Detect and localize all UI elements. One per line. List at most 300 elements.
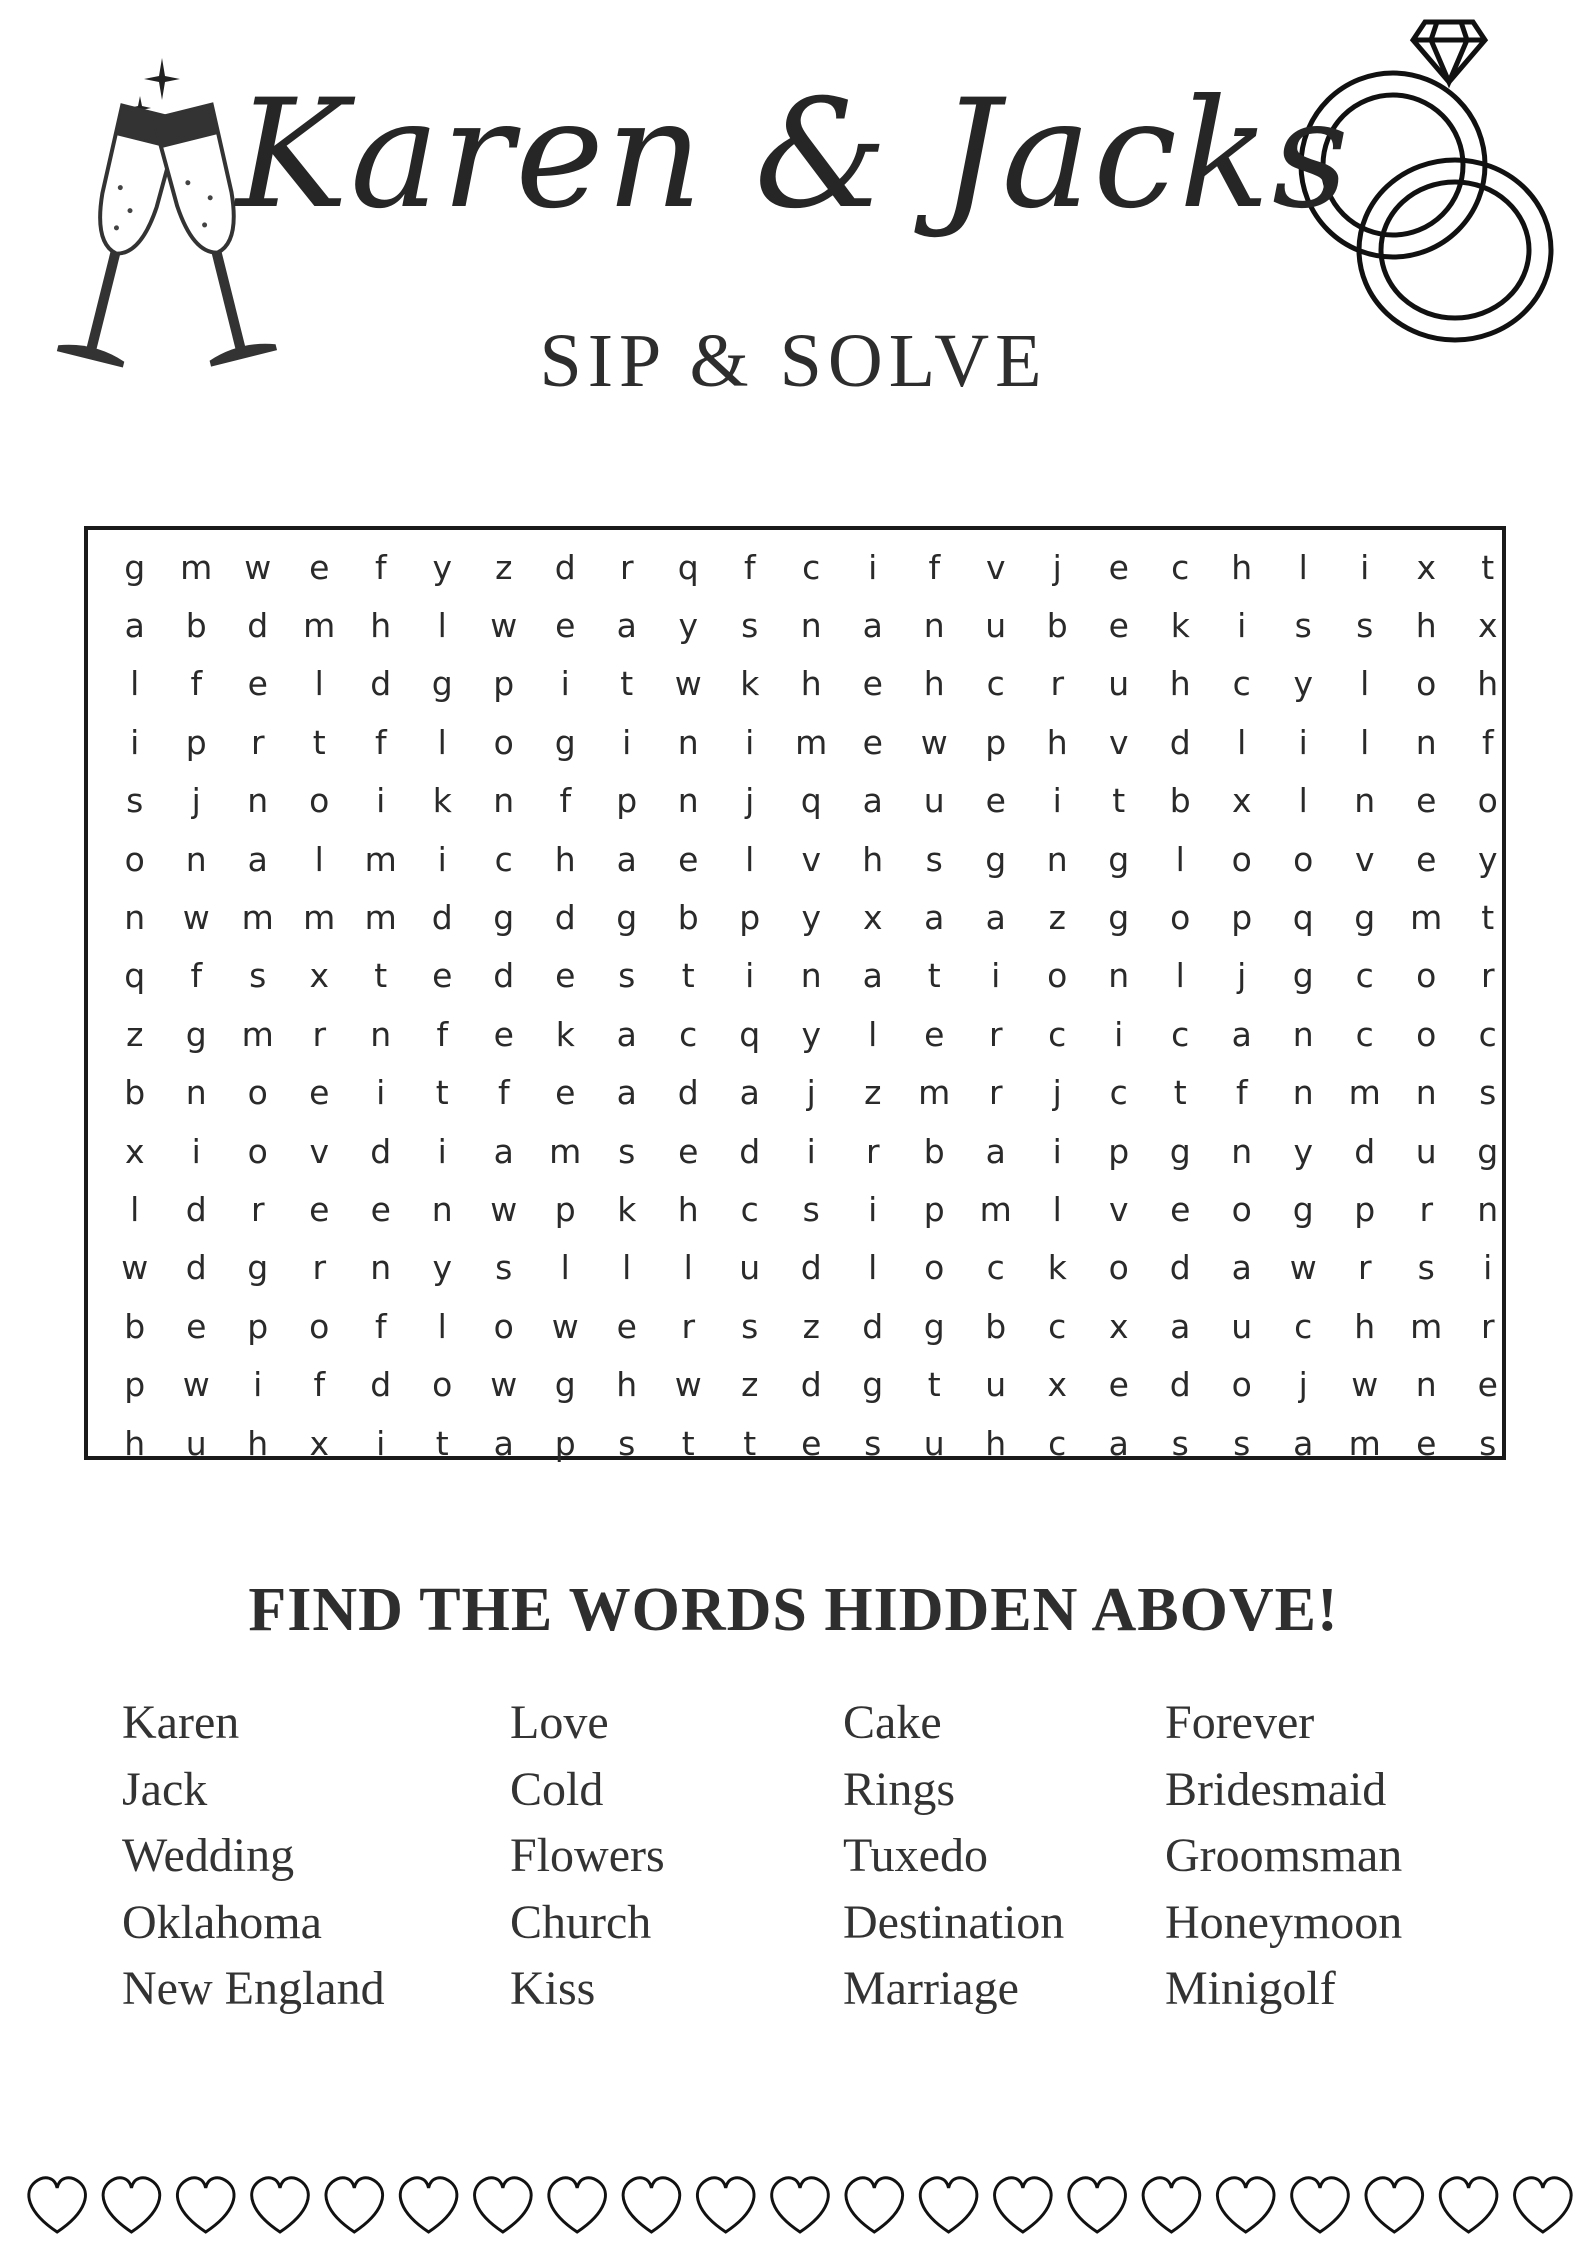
grid-letter: e [1108, 1365, 1129, 1405]
grid-letter: l [1298, 547, 1308, 587]
grid-letter: x [1231, 781, 1252, 821]
grid-letter: y [1293, 664, 1314, 704]
grid-letter: e [247, 664, 268, 704]
grid-letter: o [309, 1306, 330, 1346]
heart-outline-icon [772, 2178, 829, 2232]
grid-letter: r [1419, 1189, 1434, 1229]
grid-letter: a [924, 898, 945, 938]
grid-letter: m [1348, 1423, 1381, 1463]
grid-letter: g [1477, 1131, 1499, 1171]
grid-letter: c [986, 664, 1005, 704]
grid-letter: c [1048, 1014, 1067, 1054]
grid-letter: c [986, 1248, 1005, 1288]
grid-letter: n [1415, 722, 1437, 762]
grid-letter: l [1052, 1189, 1062, 1229]
grid-letter: c [1048, 1306, 1067, 1346]
grid-letter: a [616, 839, 637, 879]
heart-outline-icon [400, 2178, 457, 2232]
grid-letter: e [801, 1423, 822, 1463]
grid-letter: g [1108, 839, 1130, 879]
grid-letter: g [185, 1014, 207, 1054]
grid-letter: i [253, 1365, 263, 1405]
grid-letter: s [864, 1423, 882, 1463]
grid-letter: q [739, 1014, 761, 1054]
grid-letter: i [1052, 781, 1062, 821]
grid-letter: u [923, 1423, 945, 1463]
grid-letter: u [923, 781, 945, 821]
grid-letter: k [555, 1014, 575, 1054]
grid-letter: d [862, 1306, 884, 1346]
grid-letter: s [126, 781, 144, 821]
grid-letter: l [1237, 722, 1247, 762]
grid-letter: w [1289, 1248, 1317, 1288]
grid-letter: w [490, 606, 518, 646]
word-list-column-3 [843, 1690, 1064, 2023]
grid-letter: e [432, 956, 453, 996]
grid-letter: p [247, 1306, 269, 1346]
grid-letter: o [924, 1248, 945, 1288]
grid-letter: t [927, 956, 941, 996]
grid-letter: a [862, 606, 883, 646]
heart-outline-icon [475, 2178, 532, 2232]
grid-letter: n [124, 898, 146, 938]
grid-letter: g [431, 664, 453, 704]
grid-letter: h [247, 1423, 269, 1463]
grid-letter: d [739, 1131, 761, 1171]
grid-letter: o [1047, 956, 1068, 996]
grid-letter: s [495, 1248, 513, 1288]
grid-letter: e [1416, 781, 1437, 821]
word-list-item: Tuxedo [843, 1829, 988, 1882]
grid-letter: t [620, 664, 634, 704]
grid-letter: u [739, 1248, 761, 1288]
grid-letter: o [1293, 839, 1314, 879]
grid-letter: q [1292, 898, 1314, 938]
grid-letter: z [741, 1365, 759, 1405]
grid-letter: n [800, 956, 822, 996]
grid-letter: x [1477, 606, 1498, 646]
grid-letter: f [190, 956, 203, 996]
word-list-item: Flowers [510, 1829, 665, 1882]
grid-letter: r [1357, 1248, 1372, 1288]
grid-letter: w [182, 898, 210, 938]
grid-letter: u [985, 1365, 1007, 1405]
grid-letter: f [313, 1365, 326, 1405]
grid-letter: g [923, 1306, 945, 1346]
grid-letter: e [309, 547, 330, 587]
grid-letter: d [185, 1248, 207, 1288]
grid-letter: j [1237, 956, 1247, 996]
heart-outline-icon [29, 2178, 86, 2232]
grid-letter: c [1355, 1014, 1374, 1054]
grid-letter: o [309, 781, 330, 821]
grid-letter: n [370, 1248, 392, 1288]
grid-letter: o [1231, 839, 1252, 879]
grid-letter: t [743, 1423, 757, 1463]
grid-letter: r [250, 722, 265, 762]
grid-letter: w [674, 1365, 702, 1405]
grid-letter: e [1477, 1365, 1498, 1405]
grid-letter: e [924, 1014, 945, 1054]
heart-outline-icon [1440, 2178, 1497, 2232]
grid-letter: m [1410, 898, 1443, 938]
grid-letter: g [554, 1365, 576, 1405]
heart-outline-icon [103, 2178, 160, 2232]
grid-letter: i [1052, 1131, 1062, 1171]
grid-letter: f [743, 547, 756, 587]
grid-letter: s [925, 839, 943, 879]
grid-letter: c [494, 839, 513, 879]
grid-letter: n [431, 1189, 453, 1229]
grid-letter: x [1416, 547, 1437, 587]
grid-letter: m [303, 606, 336, 646]
word-list-item: Cold [510, 1762, 604, 1816]
grid-letter: l [130, 1189, 140, 1229]
heart-outline-icon [846, 2178, 903, 2232]
grid-letter: a [1170, 1306, 1191, 1346]
grid-letter: d [493, 956, 515, 996]
grid-letter: p [185, 722, 207, 762]
grid-letter: i [376, 1073, 386, 1113]
grid-letter: z [864, 1073, 882, 1113]
grid-letter: n [923, 606, 945, 646]
word-list-item: Wedding [122, 1829, 295, 1882]
grid-letter: a [1231, 1014, 1252, 1054]
grid-letter: o [1170, 898, 1191, 938]
grid-letter: g [985, 839, 1007, 879]
grid-letter: d [185, 1189, 207, 1229]
grid-letter: c [1478, 1014, 1497, 1054]
grid-letter: e [1416, 839, 1437, 879]
grid-letter: d [800, 1248, 822, 1288]
grid-letter: y [432, 1248, 453, 1288]
grid-letter: i [868, 1189, 878, 1229]
grid-letter: c [679, 1014, 698, 1054]
grid-letter: g [862, 1365, 884, 1405]
grid-letter: g [1292, 956, 1314, 996]
grid-letter: m [364, 839, 397, 879]
grid-letter: p [985, 722, 1007, 762]
grid-letter: t [435, 1073, 449, 1113]
grid-letter: s [802, 1189, 820, 1229]
grid-letter: l [1175, 956, 1185, 996]
grid-letter: v [1354, 839, 1375, 879]
grid-letter: l [437, 606, 447, 646]
grid-letter: g [554, 722, 576, 762]
grid-letter: i [622, 722, 632, 762]
grid-letter: t [1112, 781, 1126, 821]
word-list-item: Oklahoma [122, 1895, 322, 1949]
grid-letter: h [1046, 722, 1068, 762]
grid-letter: a [985, 898, 1006, 938]
grid-letter: c [1171, 1014, 1190, 1054]
grid-letter: i [130, 722, 140, 762]
grid-letter: d [677, 1073, 699, 1113]
grid-letter: h [1415, 606, 1437, 646]
grid-letter: o [493, 722, 514, 762]
page-title: Karen & Jacks [236, 68, 1351, 242]
grid-letter: p [493, 664, 515, 704]
grid-letter: l [1360, 722, 1370, 762]
grid-letter: l [745, 839, 755, 879]
grid-letter: m [241, 898, 274, 938]
grid-letter: e [309, 1073, 330, 1113]
grid-letter: j [1052, 1073, 1062, 1113]
heart-outline-icon [1217, 2178, 1274, 2232]
word-list-item: Rings [843, 1762, 956, 1816]
grid-letter: d [1169, 1248, 1191, 1288]
word-list-item: Jack [122, 1762, 208, 1816]
grid-letter: o [1231, 1365, 1252, 1405]
grid-letter: n [1354, 781, 1376, 821]
grid-letter: l [437, 1306, 447, 1346]
grid-letter: s [618, 1131, 636, 1171]
grid-letter: j [1298, 1365, 1308, 1405]
grid-letter: l [314, 664, 324, 704]
grid-letter: n [1046, 839, 1068, 879]
word-list-item: Karen [122, 1696, 240, 1749]
heart-outline-icon [252, 2178, 309, 2232]
grid-letter: m [979, 1189, 1012, 1229]
heart-outline-icon [1515, 2178, 1572, 2232]
grid-letter: r [312, 1248, 327, 1288]
instructions-heading: FIND THE WORDS HIDDEN ABOVE! [248, 1576, 1339, 1644]
grid-letter: d [1354, 1131, 1376, 1171]
grid-letter: c [1294, 1306, 1313, 1346]
grid-letter: f [1235, 1073, 1248, 1113]
grid-letter: j [745, 781, 755, 821]
word-list-item: Kiss [510, 1962, 596, 2015]
grid-letter: o [247, 1073, 268, 1113]
grid-letter: o [432, 1365, 453, 1405]
heart-outline-icon [623, 2178, 680, 2232]
grid-letter: y [432, 547, 453, 587]
grid-letter: f [374, 547, 387, 587]
grid-letter: b [985, 1306, 1007, 1346]
grid-letter: g [616, 898, 638, 938]
grid-letter: s [618, 1423, 636, 1463]
grid-letter: i [560, 664, 570, 704]
grid-letter: c [1048, 1423, 1067, 1463]
grid-letter: g [247, 1248, 269, 1288]
grid-letter: l [622, 1248, 632, 1288]
grid-letter: e [1108, 606, 1129, 646]
grid-letter: d [431, 898, 453, 938]
grid-letter: a [739, 1073, 760, 1113]
grid-letter: l [437, 722, 447, 762]
grid-letter: s [741, 606, 759, 646]
grid-letter: i [1114, 1014, 1124, 1054]
grid-letter: h [1231, 547, 1253, 587]
grid-letter: s [1479, 1423, 1497, 1463]
grid-letter: t [1173, 1073, 1187, 1113]
grid-letter: u [185, 1423, 207, 1463]
grid-letter: c [1109, 1073, 1128, 1113]
grid-letter: r [1480, 956, 1495, 996]
grid-letter: i [745, 956, 755, 996]
grid-letter: n [185, 1073, 207, 1113]
grid-letter: w [244, 547, 272, 587]
grid-letter: m [549, 1131, 582, 1171]
word-list-column-1 [122, 1690, 385, 2023]
grid-letter: s [618, 956, 636, 996]
grid-letter: h [985, 1423, 1007, 1463]
grid-letter: s [249, 956, 267, 996]
grid-letter: z [495, 547, 513, 587]
grid-letter: t [927, 1365, 941, 1405]
heart-outline-icon [920, 2178, 977, 2232]
grid-letter: u [1108, 664, 1130, 704]
grid-letter: j [1052, 547, 1062, 587]
grid-letter: s [1417, 1248, 1435, 1288]
grid-letter: m [364, 898, 397, 938]
grid-letter: m [1410, 1306, 1443, 1346]
grid-letter: b [124, 1306, 146, 1346]
word-list-item: Marriage [843, 1962, 1019, 2015]
grid-letter: w [1351, 1365, 1379, 1405]
word-list-item: New England [122, 1962, 385, 2015]
grid-letter: g [1108, 898, 1130, 938]
grid-letter: n [1415, 1073, 1437, 1113]
grid-letter: n [370, 1014, 392, 1054]
grid-letter: w [674, 664, 702, 704]
grid-letter: a [124, 606, 145, 646]
grid-letter: e [678, 839, 699, 879]
grid-letter: f [190, 664, 203, 704]
grid-letter: f [374, 722, 387, 762]
word-list-item: Minigolf [1165, 1962, 1336, 2015]
grid-letter: r [619, 547, 634, 587]
grid-letter: t [1481, 898, 1495, 938]
grid-letter: u [985, 606, 1007, 646]
grid-letter: a [862, 956, 883, 996]
grid-letter: q [800, 781, 822, 821]
grid-letter: e [186, 1306, 207, 1346]
grid-letter: u [1231, 1306, 1253, 1346]
grid-letter: x [1108, 1306, 1129, 1346]
grid-letter: e [985, 781, 1006, 821]
grid-letter: x [124, 1131, 145, 1171]
grid-letter: h [1354, 1306, 1376, 1346]
grid-letter: r [988, 1073, 1003, 1113]
grid-letter: n [1477, 1189, 1499, 1229]
grid-letter: v [801, 839, 822, 879]
grid-letter: g [493, 898, 515, 938]
grid-letter: f [559, 781, 572, 821]
grid-letter: k [740, 664, 760, 704]
grid-letter: o [1108, 1248, 1129, 1288]
grid-letter: b [677, 898, 699, 938]
grid-letter: i [437, 839, 447, 879]
grid-letter: e [555, 956, 576, 996]
grid-letter: n [677, 722, 699, 762]
grid-letter: d [1169, 722, 1191, 762]
grid-letter: l [1298, 781, 1308, 821]
grid-letter: j [191, 781, 201, 821]
heart-outline-icon [549, 2178, 606, 2232]
grid-letter: a [862, 781, 883, 821]
grid-letter: d [554, 898, 576, 938]
grid-letter: h [800, 664, 822, 704]
grid-letter: i [991, 956, 1001, 996]
grid-letter: i [437, 1131, 447, 1171]
grid-letter: m [1348, 1073, 1381, 1113]
grid-letter: p [554, 1423, 576, 1463]
grid-letter: d [370, 1131, 392, 1171]
grid-letter: y [678, 606, 699, 646]
grid-letter: b [124, 1073, 146, 1113]
grid-letter: a [493, 1423, 514, 1463]
grid-letter: o [1416, 956, 1437, 996]
grid-letter: y [801, 898, 822, 938]
grid-letter: p [1231, 898, 1253, 938]
heart-outline-icon [697, 2178, 754, 2232]
heart-outline-icon [1366, 2178, 1423, 2232]
grid-letter: y [801, 1014, 822, 1054]
grid-letter: f [374, 1306, 387, 1346]
word-list-column-2 [510, 1690, 665, 2023]
grid-letter: o [1477, 781, 1498, 821]
grid-letter: p [739, 898, 761, 938]
grid-letter: d [247, 606, 269, 646]
grid-letter: r [865, 1131, 880, 1171]
grid-letter: w [182, 1365, 210, 1405]
grid-letter: c [802, 547, 821, 587]
grid-letter: q [124, 956, 146, 996]
grid-letter: t [435, 1423, 449, 1463]
grid-letter: e [555, 1073, 576, 1113]
grid-letter: k [1170, 606, 1190, 646]
grid-letter: i [868, 547, 878, 587]
grid-letter: w [121, 1248, 149, 1288]
grid-letter: n [800, 606, 822, 646]
grid-letter: a [493, 1131, 514, 1171]
grid-letter: c [1232, 664, 1251, 704]
grid-letter: m [241, 1014, 274, 1054]
heart-outline-icon [1292, 2178, 1349, 2232]
grid-letter: c [1171, 547, 1190, 587]
grid-letter: v [1108, 1189, 1129, 1229]
grid-letter: l [683, 1248, 693, 1288]
grid-letter: h [554, 839, 576, 879]
grid-letter: r [1050, 664, 1065, 704]
grid-letter: a [616, 1073, 637, 1113]
grid-letter: a [1231, 1248, 1252, 1288]
grid-letter: i [1360, 547, 1370, 587]
grid-letter: i [1298, 722, 1308, 762]
grid-letter: e [862, 664, 883, 704]
grid-letter: h [1477, 664, 1499, 704]
grid-letter: f [1481, 722, 1494, 762]
grid-letter: d [370, 1365, 392, 1405]
grid-letter: l [560, 1248, 570, 1288]
grid-letter: d [370, 664, 392, 704]
grid-letter: w [490, 1365, 518, 1405]
grid-letter: e [678, 1131, 699, 1171]
grid-letter: e [370, 1189, 391, 1229]
grid-letter: a [1293, 1423, 1314, 1463]
grid-letter: n [1292, 1014, 1314, 1054]
grid-letter: v [309, 1131, 330, 1171]
grid-letter: h [1169, 664, 1191, 704]
grid-letter: d [800, 1365, 822, 1405]
grid-letter: g [1292, 1189, 1314, 1229]
grid-letter: i [191, 1131, 201, 1171]
grid-letter: n [1292, 1073, 1314, 1113]
word-list-item: Bridesmaid [1165, 1762, 1387, 1816]
word-list-item: Church [510, 1895, 652, 1949]
grid-letter: x [309, 956, 330, 996]
